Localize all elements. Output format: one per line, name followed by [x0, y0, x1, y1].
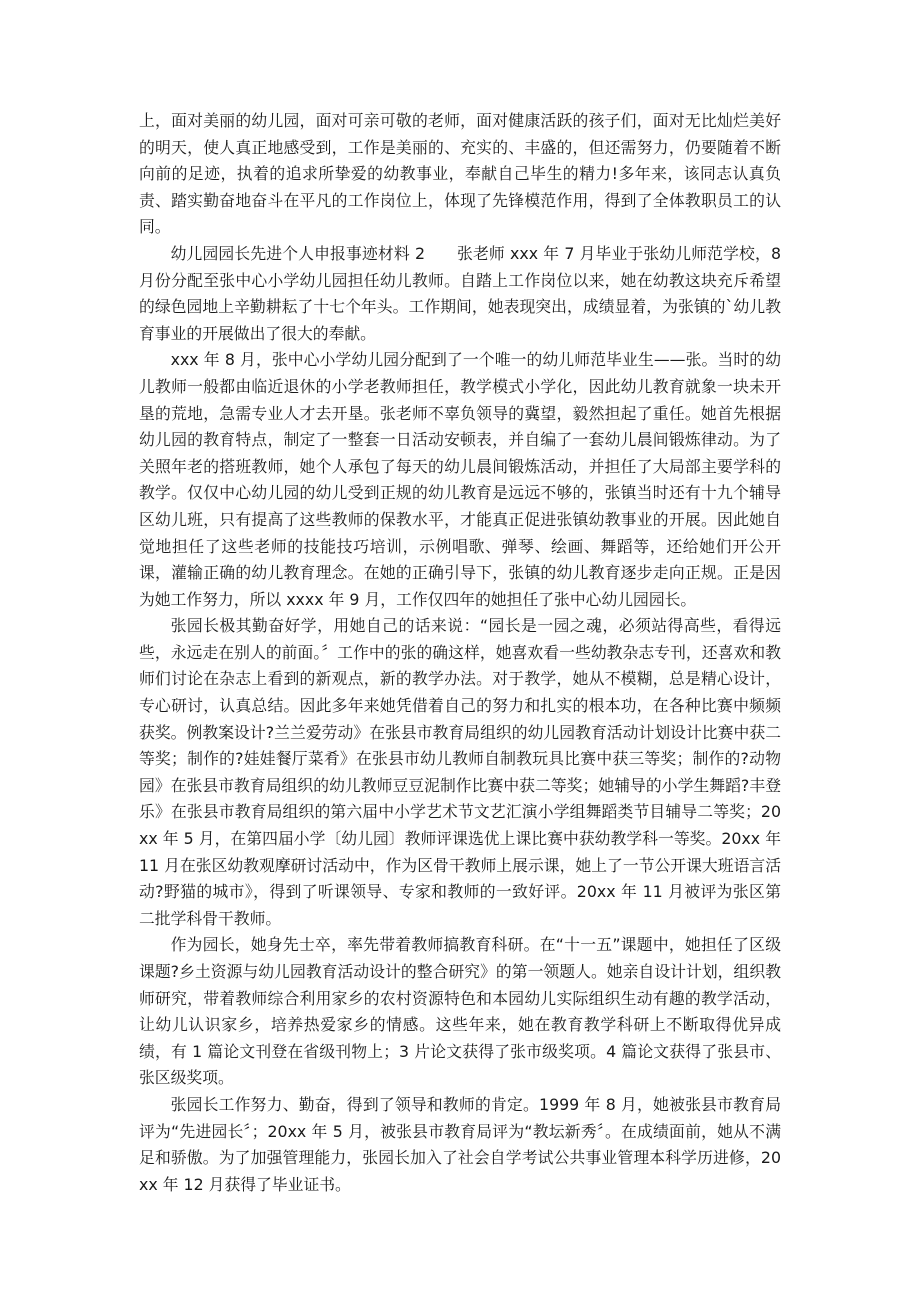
paragraph: 张园长工作努力、勤奋，得到了领导和教师的肯定。1999 年 8 月，她被张县市教育局评为“先进园长〞；20xx 年 5 月，被张县市教育局评为“教坛新秀〞。在成绩面前，她从不满足和骄傲。为了加强管理能力，张园长加入了社会自学考试公共事业管理本科学历进修，20xx 年 12 月获得了毕业证书。 [139, 1094, 781, 1194]
paragraph: 作为园长，她身先士卒，率先带着教师搞教育科研。在“十一五”课题中，她担任了区级课题?乡土资源与幼儿园教育活动设计的整合研究》的第一领题人。她亲自设计计划，组织教师研究，带着教师综合利用家乡的农村资源特色和本园幼儿实际组织生动有趣的教学活动，让幼儿认识家乡，培养热爱家乡的情感。这些年来，她在教育教学科研上不断取得优异成绩，有 1 篇论文刊登在省级刊物上；3 片论文获得了张市级奖项。4 篇论文获得了张县市、张区级奖项。 [139, 935, 781, 1088]
paragraph: xxx 年 8 月，张中心小学幼儿园分配到了一个唯一的幼儿师范毕业生——张。当时的幼儿教师一般都由临近退休的小学老教师担任，教学模式小学化，因此幼儿教育就象一块未开垦的荒地，急需专业人才去开垦。张老师不辜负领导的冀望，毅然担起了重任。她首先根据幼儿园的教育特点，制定了一整套一日活动安顿表，并自编了一套幼儿晨间锻炼律动。为了关照年老的搭班教师，她个人承包了每天的幼儿晨间锻炼活动，并担任了大局部主要学科的教学。仅仅中心幼儿园的幼儿受到正规的幼儿教育是远远不够的，张镇当时还有十九个辅导区幼儿班，只有提高了这些教师的保教水平，才能真正促进张镇幼教事业的开展。因此她自觉地担任了这些老师的技能技巧培训，示例唱歌、弹琴、绘画、舞蹈等，还给她们开公开课，灌输正确的幼儿教育理念。在她的正确引导下，张镇的幼儿教育逐步走向正规。正是因为她工作努力，所以 xxxx 年 9 月，工作仅四年的她担任了张中心幼儿园园长。 [139, 350, 781, 609]
document-body [139, 108, 781, 1198]
paragraph: 幼儿园园长先进个人申报事迹材料 2 张老师 xxx 年 7 月毕业于张幼儿师范学校，8 月份分配至张中心小学幼儿园担任幼儿教师。自踏上工作岗位以来，她在幼教这块充斥希望的绿色园地上辛勤耕耘了十七个年头。工作期间，她表现突出，成绩显着，为张镇的`幼儿教育事业的开展做出了很大的奉献。 [139, 243, 781, 343]
paragraph: 张园长极其勤奋好学，用她自己的话来说：“园长是一园之魂，必须站得高些，看得远些，永远走在别人的前面。〞工作中的张的确这样，她喜欢看一些幼教杂志专刊，还喜欢和教师们讨论在杂志上看到的新观点，新的教学办法。对于教学，她从不模糊，总是精心设计，专心研讨，认真总结。因此多年来她凭借着自己的努力和扎实的根本功，在各种比赛中频频获奖。例教案设计?兰兰爱劳动》在张县市教育局组织的幼儿园教育活动计划设计比赛中获二等奖；制作的?娃娃餐厅菜肴》在张县市幼儿教师自制教玩具比赛中获三等奖；制作的?动物园》在张县市教育局组织的幼儿教师豆豆泥制作比赛中获二等奖；她辅导的小学生舞蹈?丰登乐》在张县市教育局组织的第六届中小学艺术节文艺汇演小学组舞蹈类节目辅导二等奖；20xx 年 5 月，在第四届小学〔幼儿园〕教师评课选优上课比赛中获幼教学科一等奖。20xx 年 11 月在张区幼教观摩研讨活动中，作为区骨干教师上展示课，她上了一节公开课大班语言活动?野猫的城市》，得到了听课领导、专家和教师的一致好评。20xx 年 11 月被评为张区第二批学科骨干教师。 [139, 616, 781, 928]
paragraph: 上，面对美丽的幼儿园，面对可亲可敬的老师，面对健康活跃的孩子们，面对无比灿烂美好的明天，使人真正地感受到，工作是美丽的、充实的、丰盛的，但还需努力，仍要随着不断向前的足迹，执着的追求所挚爱的幼教事业，奉献自己毕生的精力!多年来，该同志认真负责、踏实勤奋地奋斗在平凡的工作岗位上，体现了先锋模范作用，得到了全体教职员工的认同。 [139, 111, 781, 237]
